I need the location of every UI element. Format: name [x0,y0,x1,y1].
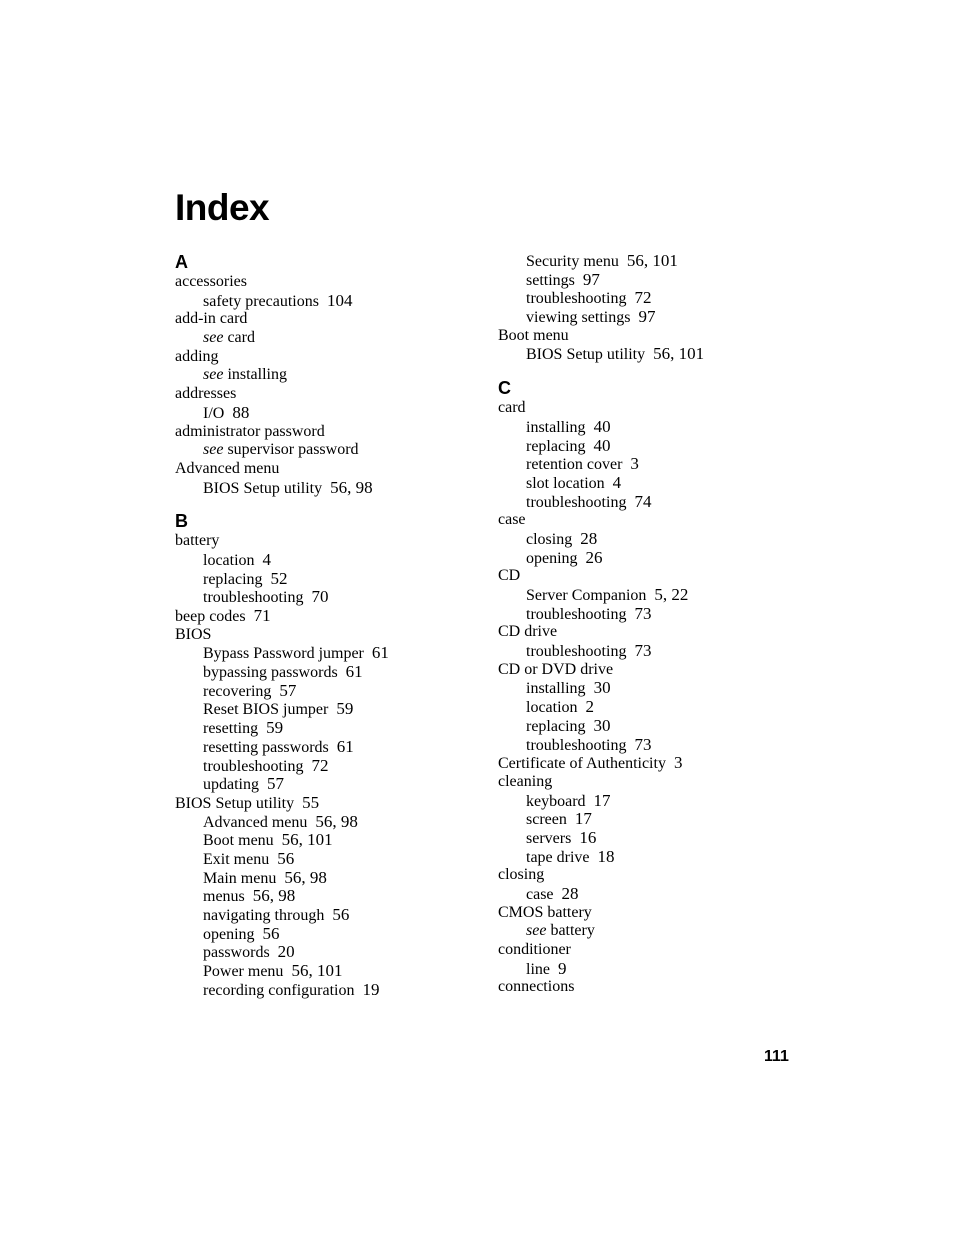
entry-term: add-in card [175,310,248,328]
entry-term: slot location [526,474,605,492]
see-reference: see [203,329,224,347]
entry-term: Main menu [203,869,277,887]
entry-term: Advanced menu [175,459,280,477]
see-reference: see [203,366,224,384]
entry-page-refs: 61 [336,736,354,756]
entry-term: keyboard [526,792,586,810]
index-subentry [498,885,798,904]
entry-term: location [203,551,255,569]
entry-term: battery [550,922,595,940]
entry-page-refs: 56 [262,923,280,943]
index-subentry [498,736,798,755]
entry-term: BIOS Setup utility [203,479,323,497]
entry-term: administrator password [175,422,325,440]
entry-term: troubleshooting [526,643,627,661]
entry-term: replacing [203,570,263,588]
index-subentry [175,663,475,682]
index-entry [498,754,798,773]
entry-term: card [227,329,255,347]
entry-term: location [526,699,578,717]
entry-page-refs: 88 [232,402,250,422]
entry-page-refs: 4 [612,472,622,492]
entry-page-refs: 72 [311,755,329,775]
index-subentry [175,551,475,570]
index-subentry [498,455,798,474]
index-subentry [498,922,798,941]
entry-term: conditioner [498,941,571,959]
entry-term: Reset BIOS jumper [203,701,329,719]
index-entry [175,423,475,442]
entry-term: navigating through [203,907,325,924]
index-subentry [175,757,475,776]
index-entry [498,399,798,418]
page-number: 111 [764,1048,789,1065]
index-subentry [175,588,475,607]
entry-term: CD or DVD drive [498,660,614,678]
index-subentry [498,289,798,308]
entry-term: troubleshooting [526,736,627,754]
entry-page-refs: 73 [634,641,652,661]
entry-page-refs: 40 [593,416,611,436]
entry-term: connections [498,978,575,996]
index-letter-heading: A [175,252,188,272]
entry-term: screen [526,811,567,829]
index-entry [498,904,798,923]
entry-term: bypassing passwords [203,664,338,682]
entry-term: case [526,886,554,903]
index-subentry [175,981,475,1000]
index-subentry [175,738,475,757]
index-subentry [175,682,475,701]
index-column-right [498,252,798,997]
entry-page-refs: 16 [579,827,597,847]
entry-page-refs: 56, 98 [252,886,296,906]
index-subentry [175,292,475,311]
index-subentry [498,530,798,549]
index-subentry [175,366,475,385]
entry-term: accessories [175,273,247,290]
entry-term: opening [203,925,255,943]
entry-page-refs: 28 [580,528,598,548]
index-subentry [175,700,475,719]
entry-term: passwords [203,944,270,962]
see-reference: see [203,441,224,459]
entry-term: menus [203,888,245,906]
index-subentry [175,441,475,460]
entry-term: supervisor password [227,441,359,459]
entry-page-refs: 59 [266,718,284,738]
index-subentry [498,642,798,661]
index-subentry [498,829,798,848]
entry-term: closing [526,530,573,548]
entry-page-refs: 74 [634,491,652,511]
entry-term: servers [526,829,572,847]
entry-term: troubleshooting [203,757,304,775]
entry-term: Certificate of Authenticity [498,755,666,773]
index-entry [498,567,798,586]
index-entry [175,460,475,479]
index-subentry [498,418,798,437]
entry-term: BIOS [175,625,212,643]
index-entry [175,794,475,813]
page-title: Index [175,187,270,228]
see-reference: see [526,922,547,940]
entry-term: line [526,960,550,978]
index-subentry [175,943,475,962]
entry-page-refs: 71 [253,606,271,625]
index-subentry [498,549,798,568]
index-entry [175,348,475,367]
entry-page-refs: 70 [311,587,329,607]
index-subentry [175,962,475,981]
index-subentry [498,960,798,979]
index-subentry [498,474,798,493]
entry-term: I/O [203,404,225,422]
entry-page-refs: 61 [371,643,389,663]
entry-term: opening [526,549,578,567]
index-subentry [175,404,475,423]
index-letter-heading: C [498,378,511,399]
entry-page-refs: 40 [593,435,611,455]
section-gap [175,497,475,511]
index-subentry [175,775,475,794]
entry-term: replacing [526,717,586,735]
entry-term: Security menu [526,253,619,270]
entry-page-refs: 56, 98 [315,811,358,831]
entry-term: troubleshooting [526,290,627,308]
index-subentry [498,717,798,736]
entry-page-refs: 20 [277,942,295,962]
entry-term: recovering [203,682,272,700]
index-subentry [498,252,798,271]
entry-term: viewing settings [526,309,631,327]
entry-page-refs: 28 [561,884,579,903]
entry-term: troubleshooting [203,589,304,607]
entry-page-refs: 30 [593,678,611,698]
entry-page-refs: 30 [593,715,611,735]
index-subentry [175,831,475,850]
entry-page-refs: 59 [336,699,354,719]
index-subentry [175,570,475,589]
index-subentry [175,906,475,925]
entry-page-refs: 5, 22 [654,585,689,604]
entry-term: installing [227,366,287,384]
entry-term: safety precautions [203,292,319,310]
index-subentry [175,479,475,498]
entry-page-refs: 56, 101 [291,961,343,981]
entry-page-refs: 18 [597,846,615,866]
entry-term: troubleshooting [526,605,627,623]
entry-page-refs: 97 [582,269,600,289]
entry-page-refs: 17 [593,790,611,810]
index-subentry [498,437,798,456]
index-subentry [498,493,798,512]
entry-term: Server Companion [526,587,647,604]
entry-page-refs: 56, 101 [281,830,333,850]
entry-term: Boot menu [203,832,274,850]
index-entry [175,273,475,292]
index-subentry [175,719,475,738]
index-subentry [175,887,475,906]
entry-term: Advanced menu [203,813,308,831]
entry-term: Exit menu [203,850,270,868]
entry-page-refs: 4 [262,549,272,569]
entry-page-refs: 104 [326,290,353,310]
index-subentry [498,848,798,867]
index-subentry [498,345,798,364]
index-subentry [498,586,798,605]
index-subentry [498,679,798,698]
index-entry [498,866,798,885]
index-subentry [175,925,475,944]
index-entry [175,532,475,551]
entry-page-refs: 17 [574,809,592,829]
index-subentry [498,810,798,829]
entry-term: Bypass Password jumper [203,645,364,663]
entry-page-refs: 55 [302,792,320,812]
index-column-left [175,252,475,999]
entry-page-refs: 3 [630,454,639,474]
index-entry [498,661,798,680]
entry-page-refs: 57 [279,680,297,700]
entry-term: installing [526,680,586,698]
index-subentry [175,813,475,832]
index-subentry [498,792,798,811]
entry-page-refs: 56, 98 [330,477,373,497]
entry-page-refs: 57 [267,774,284,794]
entry-page-refs: 56 [277,848,295,868]
entry-term: BIOS Setup utility [526,346,646,364]
entry-page-refs: 26 [585,547,603,567]
entry-term: card [498,399,526,417]
index-entry [498,941,798,960]
index-entry [175,385,475,404]
index-subentry [175,869,475,888]
index-subentry [175,644,475,663]
entry-page-refs: 19 [362,979,380,999]
entry-term: installing [526,418,586,436]
entry-page-refs: 9 [558,958,567,978]
entry-page-refs: 97 [638,307,656,327]
index-entry [498,327,798,346]
entry-page-refs: 73 [634,603,652,623]
entry-term: adding [175,347,219,365]
index-entry [175,626,475,645]
index-entry [498,773,798,792]
entry-page-refs: 73 [634,734,652,754]
entry-term: BIOS Setup utility [175,794,295,812]
entry-term: tape drive [526,848,590,866]
entry-term: updating [203,776,259,794]
entry-term: case [498,511,526,529]
index-subentry [498,271,798,290]
entry-term: Power menu [203,963,284,981]
entry-term: retention cover [526,456,623,474]
entry-term: cleaning [498,772,553,790]
entry-term: beep codes [175,608,246,625]
entry-term: Boot menu [498,326,569,344]
entry-page-refs: 56 [332,905,350,924]
entry-term: recording configuration [203,981,355,999]
entry-term: CD drive [498,623,558,641]
entry-term: CMOS battery [498,903,592,921]
entry-term: resetting passwords [203,738,329,756]
entry-term: resetting [203,720,259,738]
entry-page-refs: 52 [270,568,288,588]
entry-term: replacing [526,437,586,455]
index-entry [498,623,798,642]
index-entry [175,607,475,626]
entry-page-refs: 72 [634,288,652,308]
entry-term: battery [175,532,220,550]
index-letter-heading: B [175,511,188,532]
entry-term: CD [498,567,521,585]
entry-page-refs: 56, 101 [653,344,705,364]
index-entry [175,310,475,329]
entry-page-refs: 56, 98 [284,867,327,887]
index-subentry [175,850,475,869]
index-entry [498,511,798,530]
index-entry [498,978,798,997]
entry-term: closing [498,866,545,884]
section-gap [498,364,798,378]
entry-term: settings [526,271,575,289]
entry-page-refs: 3 [673,753,683,773]
entry-page-refs: 56, 101 [626,251,678,270]
index-subentry [498,605,798,624]
entry-term: troubleshooting [526,493,627,511]
entry-page-refs: 61 [345,662,363,682]
index-subentry [175,329,475,348]
index-subentry [498,698,798,717]
index-subentry [498,308,798,327]
entry-page-refs: 2 [585,697,595,717]
entry-term: addresses [175,385,237,403]
